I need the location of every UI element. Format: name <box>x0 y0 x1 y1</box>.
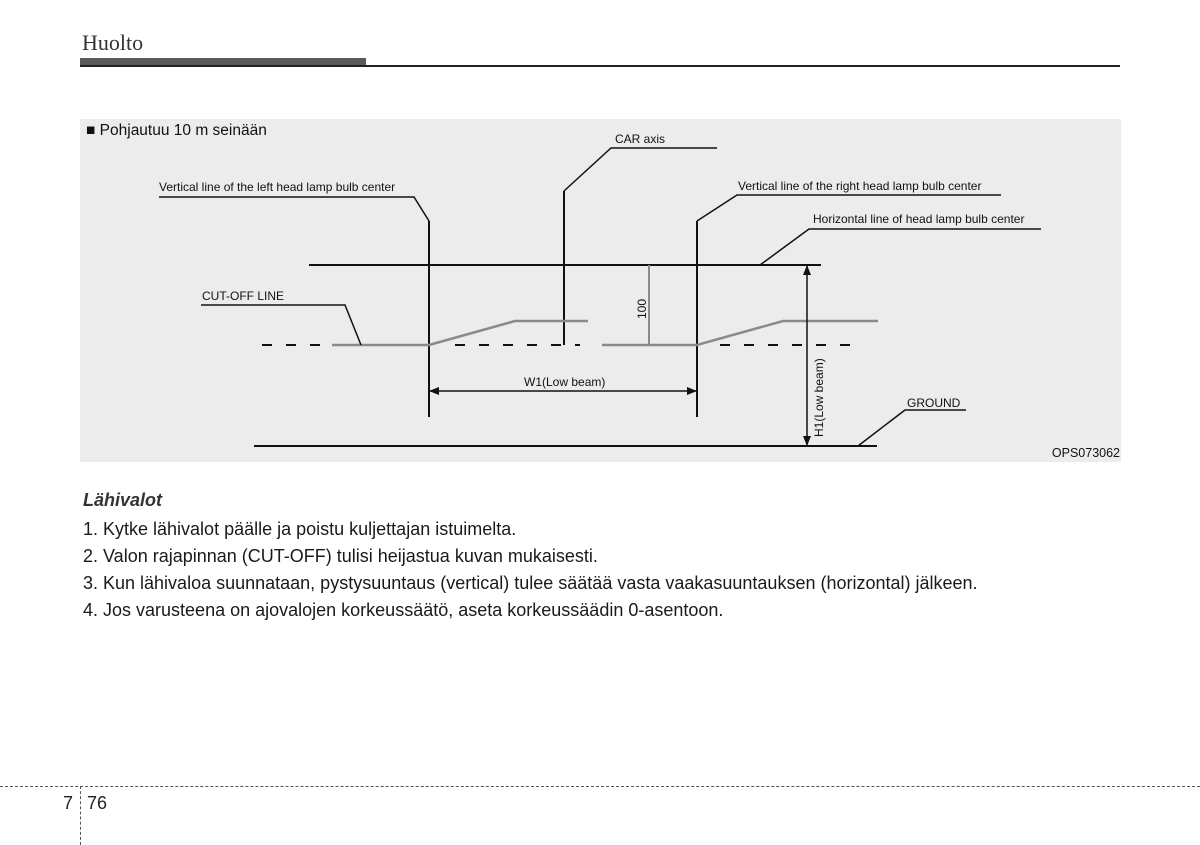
headlamp-aiming-diagram <box>80 119 1121 462</box>
page-header-title: Huolto <box>82 30 144 55</box>
instruction-step: 2. Valon rajapinnan (CUT-OFF) tulisi heijastua kuvan mukaisesti. <box>83 546 598 566</box>
h1-label: H1(Low beam) <box>812 358 826 437</box>
footer-divider <box>80 786 81 845</box>
w1-arrow-left <box>429 387 439 395</box>
ground-label: GROUND <box>907 396 961 410</box>
diagram-svg <box>80 119 1121 462</box>
cutoff-line-right <box>602 321 878 345</box>
horizontal-leader <box>760 229 1041 265</box>
header-rule <box>80 65 1120 67</box>
figure-caption: ■ Pohjautuu 10 m seinään <box>86 122 267 139</box>
figure-code: OPS073062 <box>1051 446 1120 460</box>
h1-arrow-bottom <box>803 436 811 446</box>
car-axis-leader <box>564 148 717 191</box>
instruction-list <box>83 516 978 624</box>
dim-100-label: 100 <box>635 298 649 319</box>
instruction-step: 4. Jos varusteena on ajovalojen korkeussäätö, aseta korkeussäädin 0-asentoon. <box>83 600 724 620</box>
instruction-step: 1. Kytke lähivalot päälle ja poistu kuljettajan istuimelta. <box>83 519 517 539</box>
w1-label: W1(Low beam) <box>524 375 606 389</box>
ground-leader <box>858 410 966 446</box>
left-vertical-label: Vertical line of the left head lamp bulb center <box>159 180 396 194</box>
left-vertical-leader <box>159 197 429 221</box>
instruction-step: 3. Kun lähivaloa suunnataan, pystysuuntaus (vertical) tulee säätää vasta vaakasuuntauksen (horizontal) jälkeen. <box>83 573 978 593</box>
footer-rule <box>0 786 1200 787</box>
horizontal-label: Horizontal line of head lamp bulb center <box>813 212 1025 226</box>
car-axis-label: CAR axis <box>615 132 666 146</box>
right-vertical-label: Vertical line of the right head lamp bulb center <box>738 179 982 193</box>
cutoff-label: CUT-OFF LINE <box>202 289 285 303</box>
cutoff-leader <box>201 305 361 345</box>
cutoff-line-left <box>332 321 588 345</box>
h1-arrow-top <box>803 265 811 275</box>
w1-arrow-right <box>687 387 697 395</box>
section-title: Lähivalot <box>83 490 163 510</box>
chapter-number: 7 <box>63 793 74 813</box>
page-number: 76 <box>87 793 108 813</box>
